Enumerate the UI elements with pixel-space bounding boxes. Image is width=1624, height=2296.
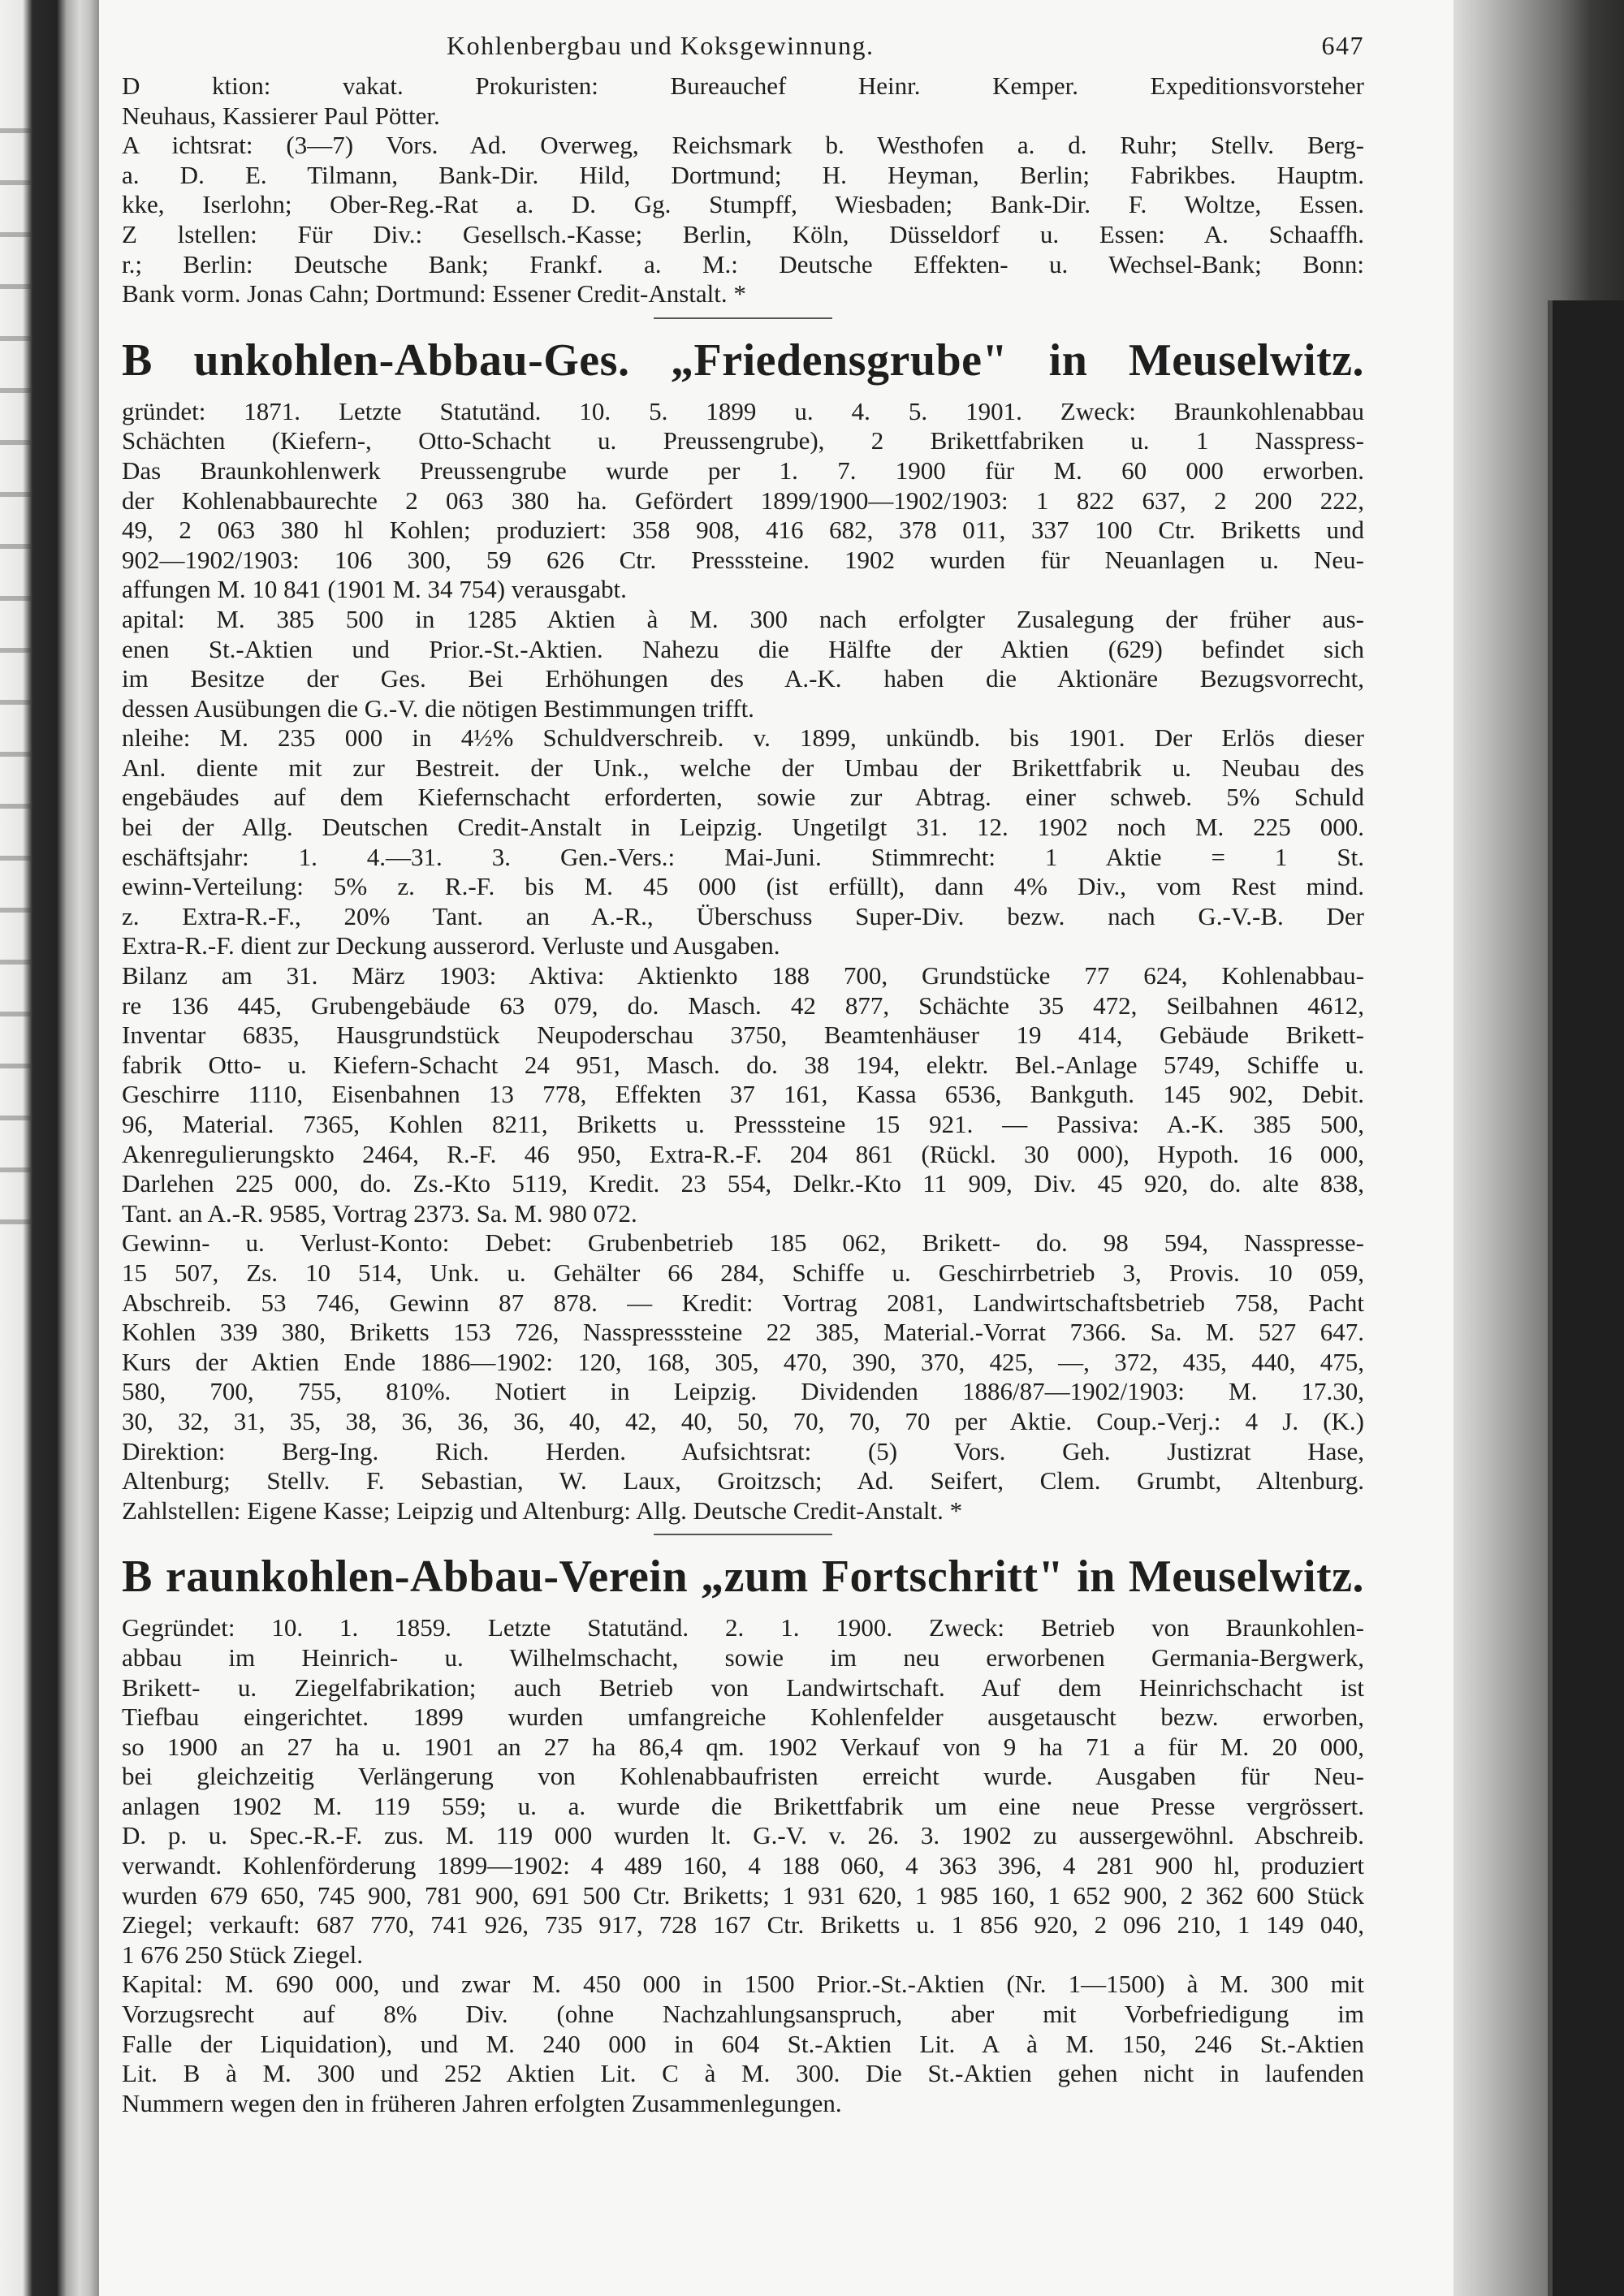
text-line: bei gleichzeitig Verlängerung von Kohlenabbaufristen erreicht wurde. Ausgaben für Neu-	[122, 1762, 1364, 1791]
text-line: gründet: 1871. Letzte Statutänd. 10. 5. 1899 u. 4. 5. 1901. Zweck: Braunkohlenabbau	[122, 396, 1364, 425]
document-page	[122, 31, 1364, 2118]
text-line: Z lstellen: Für Div.: Gesellsch.-Kasse; Berlin, Köln, Düsseldorf u. Essen: A. Schaaffh.	[122, 219, 1364, 248]
company-entry-fortschritt	[122, 1548, 1364, 2118]
text-line: Schächten (Kiefern-, Otto-Schacht u. Preussengrube), 2 Brikettfabriken u. 1 Nasspress-	[122, 426, 1364, 455]
text-line: Altenburg; Stellv. F. Sebastian, W. Laux, Groitzsch; Ad. Seifert, Clem. Grumbt, Altenburg.	[122, 1466, 1364, 1495]
text-line: re 136 445, Grubengebäude 63 079, do. Masch. 42 877, Schächte 35 472, Seilbahnen 4612,	[122, 990, 1364, 1020]
text-line: 30, 32, 31, 35, 38, 36, 36, 36, 40, 42, 40, 50, 70, 70, 70 per Aktie. Coup.-Verj.: 4 J. (K.)	[122, 1406, 1364, 1435]
text-line: nleihe: M. 235 000 in 4½% Schuldverschreib. v. 1899, unkündb. bis 1901. Der Erlös dieser	[122, 723, 1364, 753]
section-divider	[654, 1534, 832, 1535]
text-line: Darlehen 225 000, do. Zs.-Kto 5119, Kredit. 23 554, Delkr.-Kto 11 909, Div. 45 920, do. alte 838,	[122, 1169, 1364, 1198]
text-line: engebäudes auf dem Kiefernschacht erforderten, sowie zur Abtrag. einer schweb. 5% Schuld	[122, 783, 1364, 812]
text-line: Inventar 6835, Hausgrundstück Neupoderschau 3750, Beamtenhäuser 19 414, Gebäude Brikett-	[122, 1021, 1364, 1050]
text-line: Abschreib. 53 746, Gewinn 87 878. — Kredit: Vortrag 2081, Landwirtschaftsbetrieb 758, Pacht	[122, 1288, 1364, 1317]
text-line: Geschirre 1110, Eisenbahnen 13 778, Effekten 37 161, Kassa 6536, Bankguth. 145 902, Debit.	[122, 1080, 1364, 1109]
text-line: Bank vorm. Jonas Cahn; Dortmund: Essener Credit-Anstalt. *	[122, 279, 746, 309]
text-line: im Besitze der Ges. Bei Erhöhungen des A.-K. haben die Aktionäre Bezugsvorrecht,	[122, 664, 1364, 693]
text-line: apital: M. 385 500 in 1285 Aktien à M. 300 nach erfolgter Zusalegung der früher aus-	[122, 604, 1364, 633]
running-head-title: Kohlenbergbau und Koksgewinnung.	[447, 31, 875, 60]
text-line: 15 507, Zs. 10 514, Unk. u. Gehälter 66 284, Schiffe u. Geschirrbetrieb 3, Provis. 10 059,	[122, 1258, 1364, 1287]
text-line: Das Braunkohlenwerk Preussengrube wurde per 1. 7. 1900 für M. 60 000 erworben.	[122, 455, 1364, 485]
text-line: Brikett- u. Ziegelfabrikation; auch Betrieb von Landwirtschaft. Auf dem Heinrichschacht ist	[122, 1672, 1364, 1702]
text-line: Kurs der Aktien Ende 1886—1902: 120, 168, 305, 470, 390, 370, 425, —, 372, 435, 440, 475,	[122, 1347, 1364, 1376]
running-head	[122, 31, 1364, 71]
text-line: ewinn-Verteilung: 5% z. R.-F. bis M. 45 000 (ist erfüllt), dann 4% Div., vom Rest mind.	[122, 872, 1364, 901]
text-line: 49, 2 063 380 hl Kohlen; produziert: 358 908, 416 682, 378 011, 337 100 Ctr. Briketts und	[122, 516, 1364, 545]
text-line: so 1900 an 27 ha u. 1901 an 27 ha 86,4 qm. 1902 Verkauf von 9 ha 71 a für M. 20 000,	[122, 1732, 1364, 1761]
text-line: abbau im Heinrich- u. Wilhelmschacht, sowie im neu erworbenen Germania-Bergwerk,	[122, 1642, 1364, 1672]
text-line: Akenregulierungskto 2464, R.-F. 46 950, Extra-R.-F. 204 861 (Rückl. 30 000), Hypoth. 16 000,	[122, 1139, 1364, 1168]
text-line: Tant. an A.-R. 9585, Vortrag 2373. Sa. M. 980 072.	[122, 1198, 637, 1228]
page-number: 647	[1321, 31, 1364, 60]
text-line: D ktion: vakat. Prokuristen: Bureauchef Heinr. Kemper. Expeditionsvorsteher	[122, 71, 1364, 100]
text-line: Falle der Liquidation), und M. 240 000 in 604 St.-Aktien Lit. A à M. 150, 246 St.-Aktien	[122, 2029, 1364, 2058]
text-line: dessen Ausübungen die G.-V. die nötigen Bestimmungen trifft.	[122, 693, 754, 723]
text-line: verwandt. Kohlenförderung 1899—1902: 4 489 160, 4 188 060, 4 363 396, 4 281 900 hl, produziert	[122, 1851, 1364, 1880]
text-line: D. p. u. Spec.-R.-F. zus. M. 119 000 wurden lt. G.-V. v. 26. 3. 1902 zu aussergewöhnl. Abschreib.	[122, 1821, 1364, 1850]
text-line: affungen M. 10 841 (1901 M. 34 754) verausgabt.	[122, 575, 627, 604]
text-line: r.; Berlin: Deutsche Bank; Frankf. a. M.: Deutsche Effekten- u. Wechsel-Bank; Bonn:	[122, 249, 1364, 278]
text-line: Kapital: M. 690 000, und zwar M. 450 000 in 1500 Prior.-St.-Aktien (Nr. 1—1500) à M. 300 mit	[122, 1970, 1364, 1999]
text-line: wurden 679 650, 745 900, 781 900, 691 500 Ctr. Briketts; 1 931 620, 1 985 160, 1 652 900, 2 362 600 Stück	[122, 1880, 1364, 1910]
text-line: a. D. E. Tilmann, Bank-Dir. Hild, Dortmund; H. Heyman, Berlin; Fabrikbes. Hauptm.	[122, 160, 1364, 189]
text-line: enen St.-Aktien und Prior.-St.-Aktien. Nahezu die Hälfte der Aktien (629) befindet sich	[122, 634, 1364, 663]
text-line: Lit. B à M. 300 und 252 Aktien Lit. C à M. 300. Die St.-Aktien gehen nicht in laufenden	[122, 2059, 1364, 2088]
section-prev-company-tail	[122, 71, 1364, 309]
text-line: Gegründet: 10. 1. 1859. Letzte Statutänd. 2. 1. 1900. Zweck: Betrieb von Braunkohlen-	[122, 1613, 1364, 1642]
text-line: 580, 700, 755, 810%. Notiert in Leipzig. Dividenden 1886/87—1902/1903: M. 17.30,	[122, 1377, 1364, 1406]
text-line: Anl. diente mit zur Bestreit. der Unk., welche der Umbau der Brikettfabrik u. Neubau des	[122, 753, 1364, 782]
text-line: Nummern wegen den in früheren Jahren erfolgten Zusammenlegungen.	[122, 2088, 842, 2117]
text-line: Bilanz am 31. März 1903: Aktiva: Aktienkto 188 700, Grundstücke 77 624, Kohlenabbau-	[122, 961, 1364, 990]
section-divider	[654, 317, 832, 319]
company-title: B unkohlen-Abbau-Ges. „Friedensgrube" in Meuselwitz.	[122, 334, 1364, 386]
text-line: Ziegel; verkauft: 687 770, 741 926, 735 917, 728 167 Ctr. Briketts u. 1 856 920, 2 096 210, 1 149 040,	[122, 1910, 1364, 1940]
text-line: kke, Iserlohn; Ober-Reg.-Rat a. D. Gg. Stumpff, Wiesbaden; Bank-Dir. F. Woltze, Essen.	[122, 190, 1364, 219]
text-line: z. Extra-R.-F., 20% Tant. an A.-R., Überschuss Super-Div. bezw. nach G.-V.-B. Der	[122, 901, 1364, 930]
text-line: bei der Allg. Deutschen Credit-Anstalt in Leipzig. Ungetilgt 31. 12. 1902 noch M. 225 000.	[122, 813, 1364, 842]
text-line: Extra-R.-F. dient zur Deckung ausserord. Verluste und Ausgaben.	[122, 931, 780, 960]
company-title: B raunkohlen-Abbau-Verein „zum Fortschritt" in Meuselwitz.	[122, 1552, 1364, 1603]
text-line: Gewinn- u. Verlust-Konto: Debet: Grubenbetrieb 185 062, Brikett- do. 98 594, Nasspresse-	[122, 1228, 1364, 1258]
text-line: anlagen 1902 M. 119 559; u. a. wurde die Brikettfabrik um eine neue Presse vergrössert.	[122, 1791, 1364, 1820]
previous-page-margin	[0, 97, 32, 1234]
text-line: A ichtsrat: (3—7) Vors. Ad. Overweg, Reichsmark b. Westhofen a. d. Ruhr; Stellv. Berg-	[122, 131, 1364, 160]
text-line: 902—1902/1903: 106 300, 59 626 Ctr. Presssteine. 1902 wurden für Neuanlagen u. Neu-	[122, 545, 1364, 574]
text-line: eschäftsjahr: 1. 4.—31. 3. Gen.-Vers.: Mai-Juni. Stimmrecht: 1 Aktie = 1 St.	[122, 842, 1364, 871]
text-line: der Kohlenabbaurechte 2 063 380 ha. Gefördert 1899/1900—1902/1903: 1 822 637, 2 200 222,	[122, 486, 1364, 515]
text-line: fabrik Otto- u. Kiefern-Schacht 24 951, Masch. do. 38 194, elektr. Bel.-Anlage 5749, Schiffe u.	[122, 1050, 1364, 1079]
text-line: 1 676 250 Stück Ziegel.	[122, 1940, 364, 1969]
text-line: Vorzugsrecht auf 8% Div. (ohne Nachzahlungsanspruch, aber mit Vorbefriedigung im	[122, 2000, 1364, 2029]
company-entry-friedensgrube	[122, 332, 1364, 1526]
text-line: Kohlen 339 380, Briketts 153 726, Nasspresssteine 22 385, Material.-Vorrat 7366. Sa. M. 527 647.	[122, 1318, 1364, 1347]
text-line: Zahlstellen: Eigene Kasse; Leipzig und Altenburg: Allg. Deutsche Credit-Anstalt. *	[122, 1495, 963, 1525]
text-line: Direktion: Berg-Ing. Rich. Herden. Aufsichtsrat: (5) Vors. Geh. Justizrat Hase,	[122, 1436, 1364, 1465]
text-line: Tiefbau eingerichtet. 1899 wurden umfangreiche Kohlenfelder ausgetauscht bezw. erworben,	[122, 1703, 1364, 1732]
scan-right-shadow	[1548, 300, 1624, 2296]
text-line: 96, Material. 7365, Kohlen 8211, Briketts u. Presssteine 15 921. — Passiva: A.-K. 385 500,	[122, 1110, 1364, 1138]
text-line: Neuhaus, Kassierer Paul Pötter.	[122, 101, 440, 130]
